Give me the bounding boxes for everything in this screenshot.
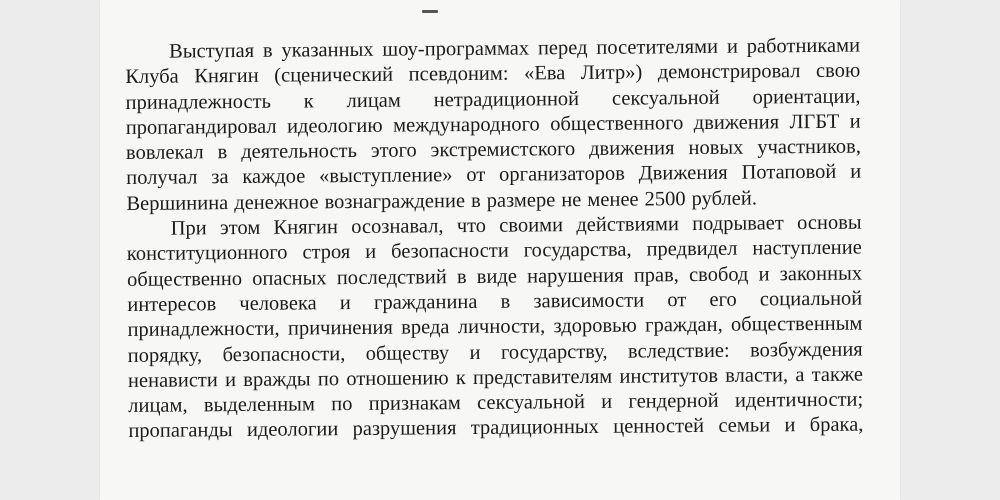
document-page bbox=[100, 0, 900, 500]
text-line: получал за каждое «выступление» от организаторов Движения Потаповой и bbox=[126, 161, 862, 190]
paragraph bbox=[125, 34, 862, 217]
text-line: пропагандировал идеологию международного общественного движения ЛГБТ и bbox=[125, 110, 861, 139]
text-line: лицам, выделенным по признакам сексуальной и гендерной идентичности; bbox=[128, 388, 864, 418]
text-line: Вершинина денежное вознаграждение в размере не менее 2500 рублей. bbox=[126, 187, 758, 215]
text-line: интересов человека и гражданина в зависимости от его социальной bbox=[127, 287, 863, 316]
text-line: пропаганды идеологии разрушения традиционных ценностей семьи и брака, bbox=[128, 414, 864, 443]
text-line: порядку, безопасности, обществу и государству, вследствие: возбуждения bbox=[127, 338, 863, 367]
text-line: ненависти и вражды по отношению к представителям институтов власти, а также bbox=[127, 363, 864, 392]
text-line: общественно опасных последствий в виде нарушения прав, свобод и законных bbox=[126, 262, 863, 291]
page-top-mark bbox=[422, 10, 438, 13]
text-line: конституционного строя и безопасности государства, предвидел наступление bbox=[126, 236, 862, 266]
text-line: принадлежности, причинения вреда личности, здоровью граждан, общественным bbox=[127, 312, 863, 342]
text-line: вовлекал в деятельность этого экстремистского движения новых участников, bbox=[125, 135, 862, 165]
paragraph bbox=[127, 211, 864, 445]
text-line: принадлежность к лицам нетрадиционной сексуальной ориентации, bbox=[125, 85, 861, 114]
text-line: При этом Княгин осознавал, что своими действиями подрывает основы bbox=[170, 211, 862, 240]
document-body bbox=[125, 34, 864, 445]
text-line: Выступая в указанных шоу-программах перед посетителями и работниками bbox=[169, 34, 861, 63]
text-line: Клуба Княгин (сценический псевдоним: «Ева Литр») демонстрировал свою bbox=[125, 59, 861, 89]
